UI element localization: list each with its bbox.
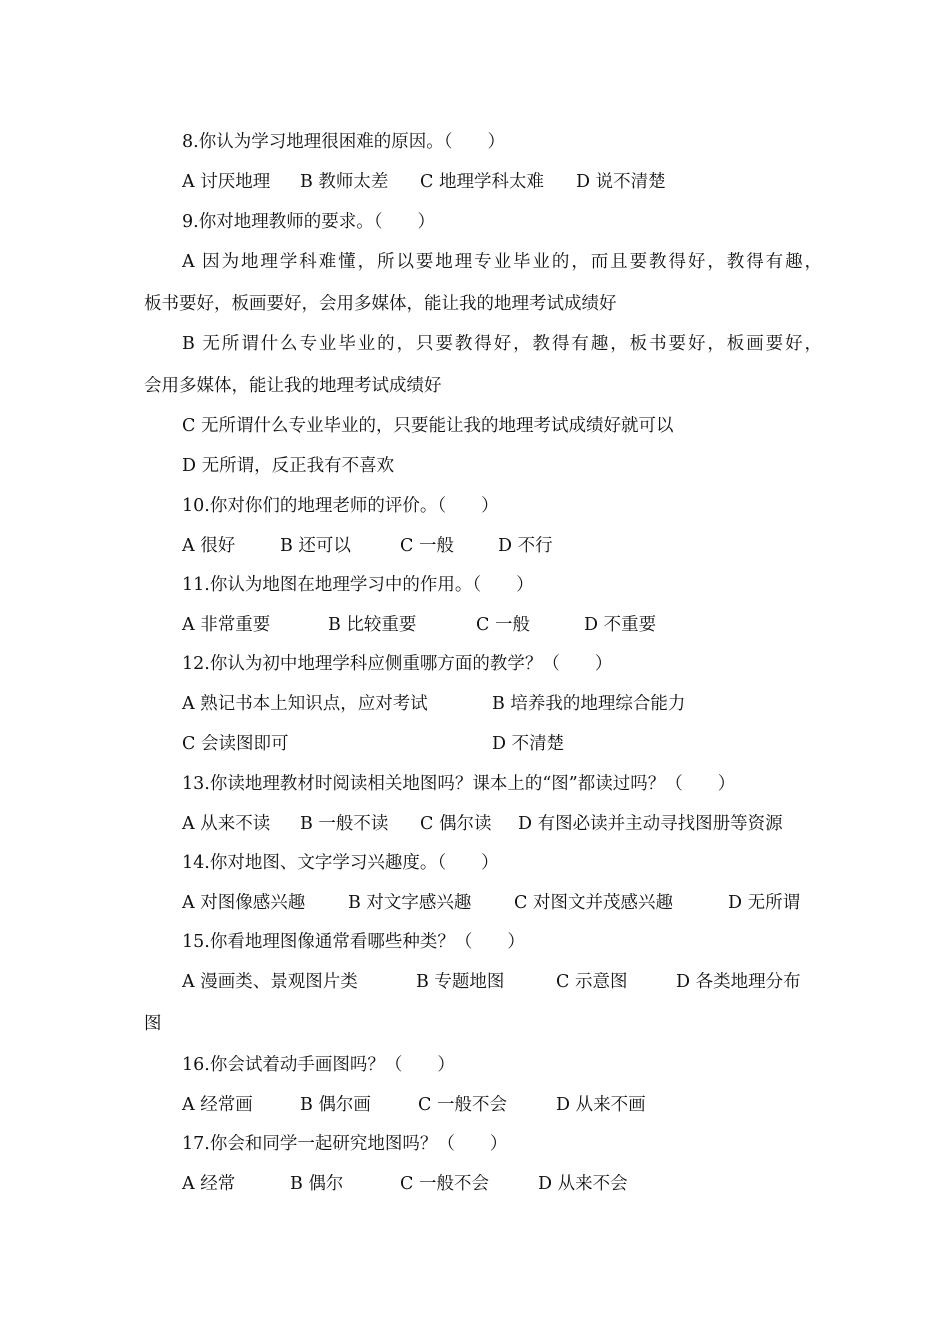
q14-option-c: C 对图文并茂感兴趣	[514, 893, 673, 913]
question-11-stem: 11.你认为地图在地理学习中的作用。（ ）	[182, 575, 534, 595]
q12-option-d: D 不清楚	[492, 734, 565, 754]
q17-option-c: C 一般不会	[400, 1174, 489, 1194]
question-9-stem: 9.你对地理教师的要求。（ ）	[182, 212, 435, 232]
q12-option-b: B 培养我的地理综合能力	[492, 694, 686, 714]
question-8-stem: 8.你认为学习地理很困难的原因。（ ）	[182, 132, 505, 152]
q16-option-d: D 从来不画	[556, 1095, 646, 1115]
question-15-stem: 15.你看地理图像通常看哪些种类？（ ）	[182, 932, 525, 952]
question-12-options-row1	[182, 692, 686, 716]
q9-option-d: D 无所谓，反正我有不喜欢	[182, 456, 395, 476]
q9-option-c: C 无所谓什么专业毕业的，只要能让我的地理考试成绩好就可以	[182, 416, 674, 436]
q13-option-c: C 偶尔读	[420, 814, 492, 834]
q15-option-d: D 各类地理分布	[676, 972, 801, 992]
q8-option-a: A 讨厌地理	[182, 172, 271, 192]
question-13-options	[182, 812, 783, 836]
question-15-options	[182, 970, 801, 994]
question-16-stem: 16.你会试着动手画图吗？（ ）	[182, 1055, 455, 1075]
q10-option-b: B 还可以	[280, 536, 351, 556]
q10-option-a: A 很好	[182, 536, 236, 556]
q11-option-b: B 比较重要	[328, 615, 417, 635]
q12-option-a: A 熟记书本上知识点，应对考试	[182, 694, 428, 714]
q15-option-a: A 漫画类、景观图片类	[182, 972, 358, 992]
question-12-stem: 12.你认为初中地理学科应侧重哪方面的教学？（ ）	[182, 654, 613, 674]
q11-option-c: C 一般	[476, 615, 530, 635]
q9-option-b-line2: 会用多媒体，能让我的地理考试成绩好	[144, 376, 442, 396]
question-17-options	[182, 1172, 628, 1196]
q10-option-c: C 一般	[400, 536, 454, 556]
q8-option-c: C 地理学科太难	[420, 172, 544, 192]
question-17-stem: 17.你会和同学一起研究地图吗？（ ）	[182, 1134, 508, 1154]
q17-option-d: D 从来不会	[538, 1174, 628, 1194]
question-14-stem: 14.你对地图、文字学习兴趣度。（ ）	[182, 853, 499, 873]
q8-option-b: B 教师太差	[300, 172, 389, 192]
question-12-options-row2	[182, 732, 565, 756]
question-8-options	[182, 170, 666, 194]
q8-option-d: D 说不清楚	[576, 172, 666, 192]
q16-option-a: A 经常画	[182, 1095, 253, 1115]
q15-option-c: C 示意图	[556, 972, 628, 992]
q9-option-a-line2: 板书要好，板画要好，会用多媒体，能让我的地理考试成绩好	[144, 294, 617, 314]
question-10-options	[182, 534, 553, 558]
q17-option-a: A 经常	[182, 1174, 236, 1194]
q15-option-d-wrap: 图	[144, 1014, 162, 1034]
q16-option-c: C 一般不会	[418, 1095, 507, 1115]
q10-option-d: D 不行	[498, 536, 553, 556]
q11-option-d: D 不重要	[584, 615, 657, 635]
q9-option-b-line1: B 无所谓什么专业毕业的，只要教得好，教得有趣，板书要好，板画要好，	[182, 334, 822, 354]
q14-option-b: B 对文字感兴趣	[348, 893, 472, 913]
q11-option-a: A 非常重要	[182, 615, 271, 635]
q13-option-a: A 从来不读	[182, 814, 271, 834]
q14-option-a: A 对图像感兴趣	[182, 893, 306, 913]
question-14-options	[182, 891, 801, 915]
q13-option-d: D 有图必读并主动寻找图册等资源	[518, 814, 783, 834]
q15-option-b: B 专题地图	[416, 972, 505, 992]
q9-option-a-line1: A 因为地理学科难懂，所以要地理专业毕业的，而且要教得好，教得有趣，	[182, 252, 822, 272]
question-13-stem: 13.你读地理教材时阅读相关地图吗？课本上的“图”都读过吗？（ ）	[182, 774, 736, 794]
q14-option-d: D 无所谓	[728, 893, 801, 913]
q16-option-b: B 偶尔画	[300, 1095, 371, 1115]
q13-option-b: B 一般不读	[300, 814, 389, 834]
q17-option-b: B 偶尔	[290, 1174, 344, 1194]
question-16-options	[182, 1093, 646, 1117]
q12-option-c: C 会读图即可	[182, 734, 289, 754]
question-11-options	[182, 613, 657, 637]
question-10-stem: 10.你对你们的地理老师的评价。（ ）	[182, 496, 499, 516]
